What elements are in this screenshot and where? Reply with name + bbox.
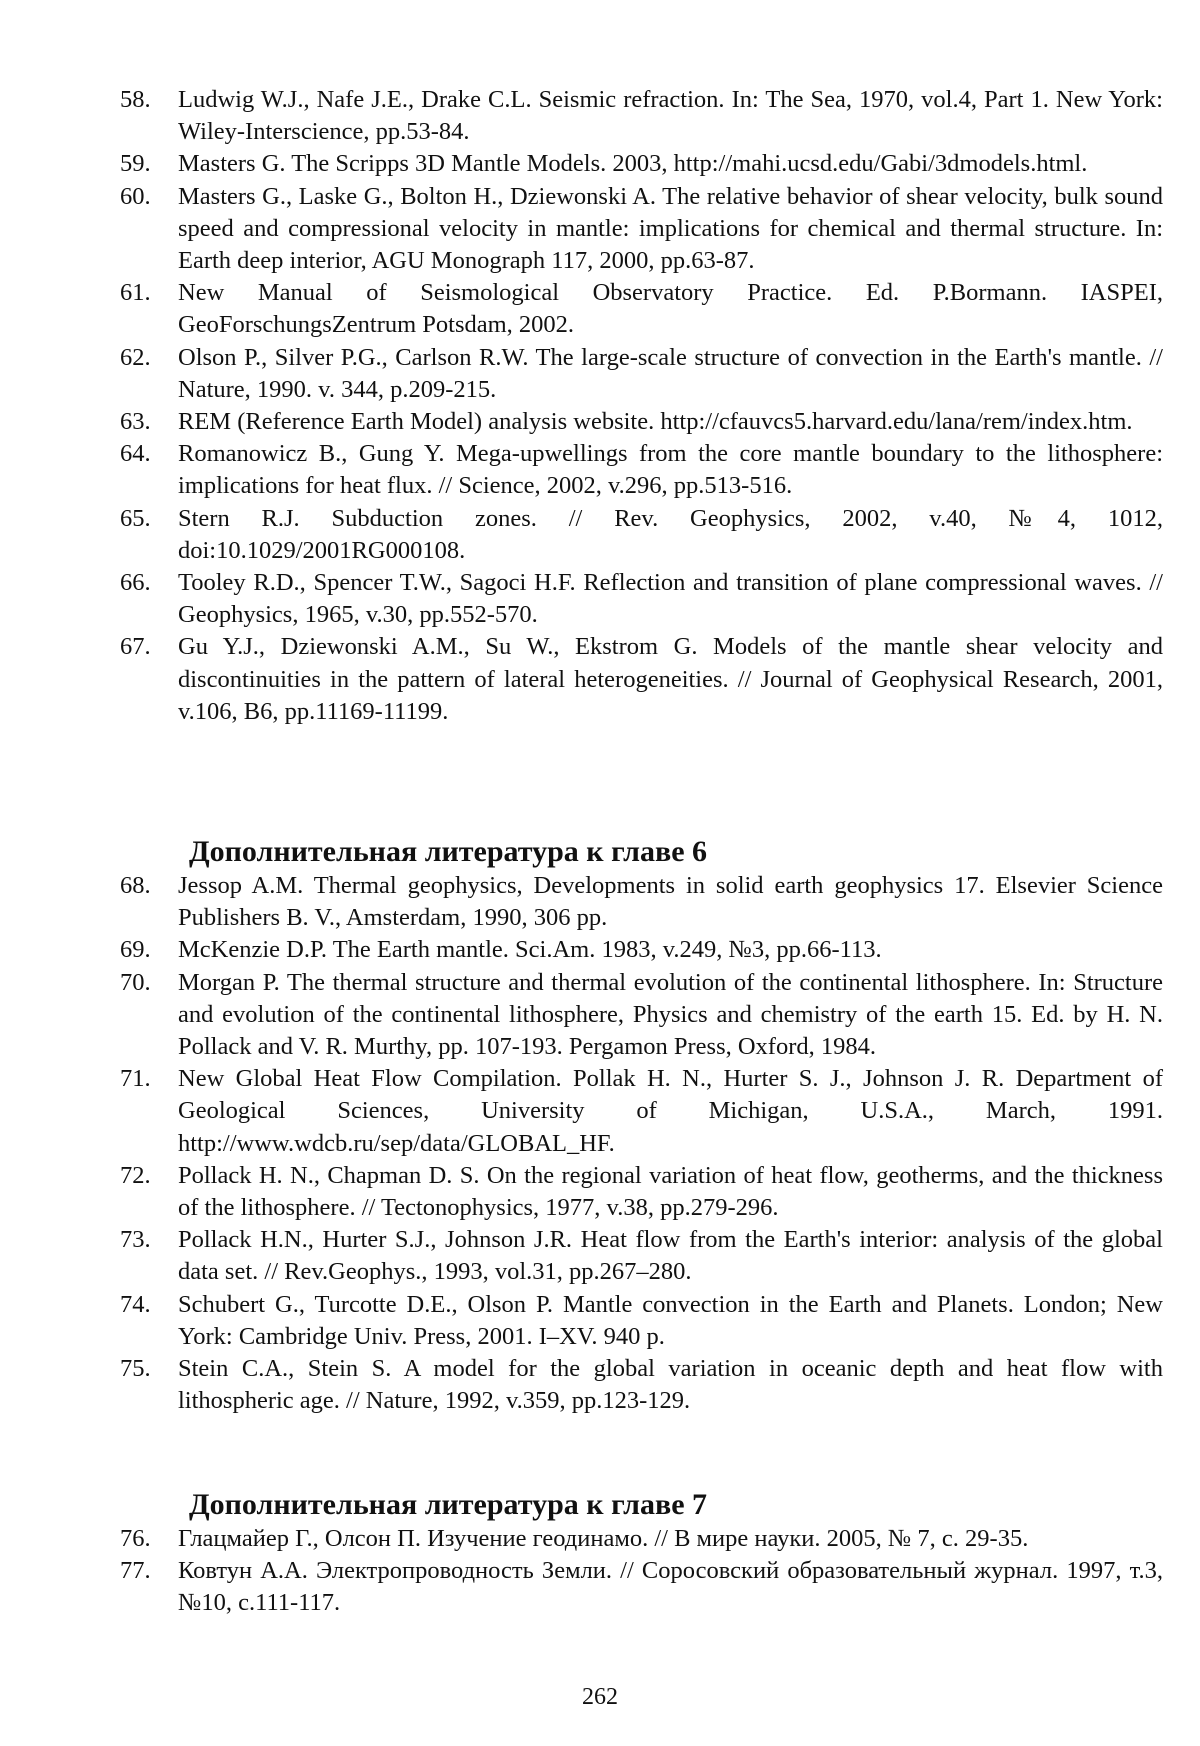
reference-item: [120, 870, 1163, 934]
chapter-6-heading: Дополнительная литература к главе 6: [189, 835, 708, 868]
reference-text: Tooley R.D., Spencer T.W., Sagoci H.F. Reflection and transition of plane compressional waves. // Geophysics, 1965, v.30, pp.552-570.: [178, 569, 1163, 629]
reference-item: [120, 567, 1163, 631]
reference-number: 73.: [120, 1226, 151, 1254]
reference-list-chapter-7: [120, 1523, 1163, 1620]
reference-text: Stern R.J. Subduction zones. // Rev. Geophysics, 2002, v.40, №4, 1012, doi:10.1029/2001RG000108.: [178, 504, 1163, 564]
reference-item: [120, 342, 1163, 406]
reference-number: 76.: [120, 1525, 151, 1552]
reference-number: 66.: [120, 569, 151, 597]
reference-text: Romanowicz B., Gung Y. Mega-upwellings from the core mantle boundary to the lithosphere: implications for heat flux. // Science, 2002, v.296, pp.513-516.: [178, 440, 1163, 500]
reference-item: [120, 1289, 1163, 1353]
reference-text: Глацмайер Г., Олсон П. Изучение геодинамо. // В мире науки. 2005, № 7, с. 29-35.: [178, 1525, 1029, 1552]
reference-number: 59.: [120, 150, 151, 178]
reference-text: Schubert G., Turcotte D.E., Olson P. Mantle convection in the Earth and Planets. London; New York: Cambridge Univ. Press, 2001. I–XV. 940 p.: [178, 1290, 1163, 1350]
reference-item: [120, 503, 1163, 567]
reference-item: [120, 1523, 1163, 1555]
page-number: 262: [582, 1684, 618, 1710]
reference-item: [120, 406, 1163, 438]
reference-text: REM (Reference Earth Model) analysis website. http://cfauvcs5.harvard.edu/lana/rem/index.htm.: [178, 408, 1133, 436]
reference-list-main: [120, 84, 1163, 728]
reference-number: 64.: [120, 440, 151, 468]
reference-item: [120, 934, 1163, 966]
reference-item: [120, 1063, 1163, 1160]
reference-text: Masters G., Laske G., Bolton H., Dziewonski A. The relative behavior of shear velocity, bulk sound speed and compressional velocity in mantle: implications for chemical and thermal structure. In: Earth deep interior, AGU Monograph 117, 2000, pp.63-87.: [178, 182, 1163, 275]
reference-text: Stein C.A., Stein S. A model for the global variation in oceanic depth and heat flow with lithospheric age. // Nature, 1992, v.359, pp.123-129.: [178, 1355, 1163, 1415]
reference-text: Pollack H. N., Chapman D. S. On the regional variation of heat flow, geotherms, and the thickness of the lithosphere. // Tectonophysics, 1977, v.38, pp.279-296.: [178, 1161, 1163, 1222]
reference-number: 77.: [120, 1557, 151, 1585]
reference-number: 60.: [120, 182, 151, 210]
reference-item: [120, 181, 1163, 278]
reference-text: Morgan P. The thermal structure and thermal evolution of the continental lithosphere. In: Structure and evolution of the continental lithosphere, Physics and chemistry of the earth 15. Ed. by H. N. Pollack and V. R. Murthy, pp. 107-193. Pergamon Press, Oxford, 1984.: [178, 968, 1163, 1061]
reference-number: 63.: [120, 408, 151, 436]
reference-number: 62.: [120, 343, 151, 371]
reference-number: 67.: [120, 633, 151, 661]
reference-text: Jessop A.M. Thermal geophysics, Developments in solid earth geophysics 17. Elsevier Science Publishers B. V., Amsterdam, 1990, 306 pp.: [178, 872, 1163, 932]
reference-number: 74.: [120, 1290, 151, 1318]
reference-number: 65.: [120, 504, 151, 532]
reference-item: [120, 84, 1163, 148]
reference-number: 68.: [120, 872, 151, 899]
reference-text: New Manual of Seismological Observatory Practice. Ed. P.Bormann. IASPEI, GeoForschungsZentrum Potsdam, 2002.: [178, 279, 1163, 339]
reference-list-chapter-6: [120, 870, 1163, 1417]
reference-number: 70.: [120, 968, 151, 996]
reference-item: [120, 1353, 1163, 1417]
reference-text: Olson P., Silver P.G., Carlson R.W. The large-scale structure of convection in the Earth's mantle. // Nature, 1990. v. 344, p.209-215.: [178, 343, 1163, 403]
reference-number: 69.: [120, 936, 151, 964]
reference-item: [120, 1160, 1163, 1224]
reference-number: 72.: [120, 1161, 151, 1189]
reference-text: Ludwig W.J., Nafe J.E., Drake C.L. Seismic refraction. In: The Sea, 1970, vol.4, Part 1. New York: Wiley-Interscience, pp.53-84.: [178, 86, 1163, 146]
reference-text: Masters G. The Scripps 3D Mantle Models. 2003, http://mahi.ucsd.edu/Gabi/3dmodels.html.: [178, 150, 1088, 178]
reference-number: 58.: [120, 86, 151, 113]
reference-text: Gu Y.J., Dziewonski A.M., Su W., Ekstrom G. Models of the mantle shear velocity and discontinuities in the pattern of lateral heterogeneities. // Journal of Geophysical Research, 2001, v.106, B6, pp.11169-11199.: [178, 633, 1163, 725]
reference-item: [120, 277, 1163, 341]
reference-item: [120, 967, 1163, 1064]
reference-text: New Global Heat Flow Compilation. Pollak H. N., Hurter S. J., Johnson J. R. Department of Geological Sciences, University of Michigan, U.S.A., March, 1991. http://www.wdcb.ru/sep/data/GLOBAL_HF.: [178, 1065, 1163, 1157]
reference-item: [120, 1555, 1163, 1619]
reference-number: 71.: [120, 1065, 151, 1093]
reference-text: McKenzie D.P. The Earth mantle. Sci.Am. 1983, v.249, №3, pp.66-113.: [178, 936, 882, 964]
reference-number: 75.: [120, 1355, 151, 1383]
reference-number: 61.: [120, 279, 151, 307]
reference-item: [120, 148, 1163, 180]
reference-item: [120, 438, 1163, 502]
reference-item: [120, 1224, 1163, 1288]
reference-item: [120, 631, 1163, 728]
chapter-7-heading: Дополнительная литература к главе 7: [189, 1488, 708, 1521]
reference-text: Ковтун А.А. Электропроводность Земли. // Соросовский образовательный журнал. 1997, т.3, №10, с.111-117.: [178, 1557, 1163, 1617]
reference-text: Pollack H.N., Hurter S.J., Johnson J.R. Heat flow from the Earth's interior: analysis of the global data set. // Rev.Geophys., 1993, vol.31, pp.267–280.: [178, 1226, 1163, 1286]
